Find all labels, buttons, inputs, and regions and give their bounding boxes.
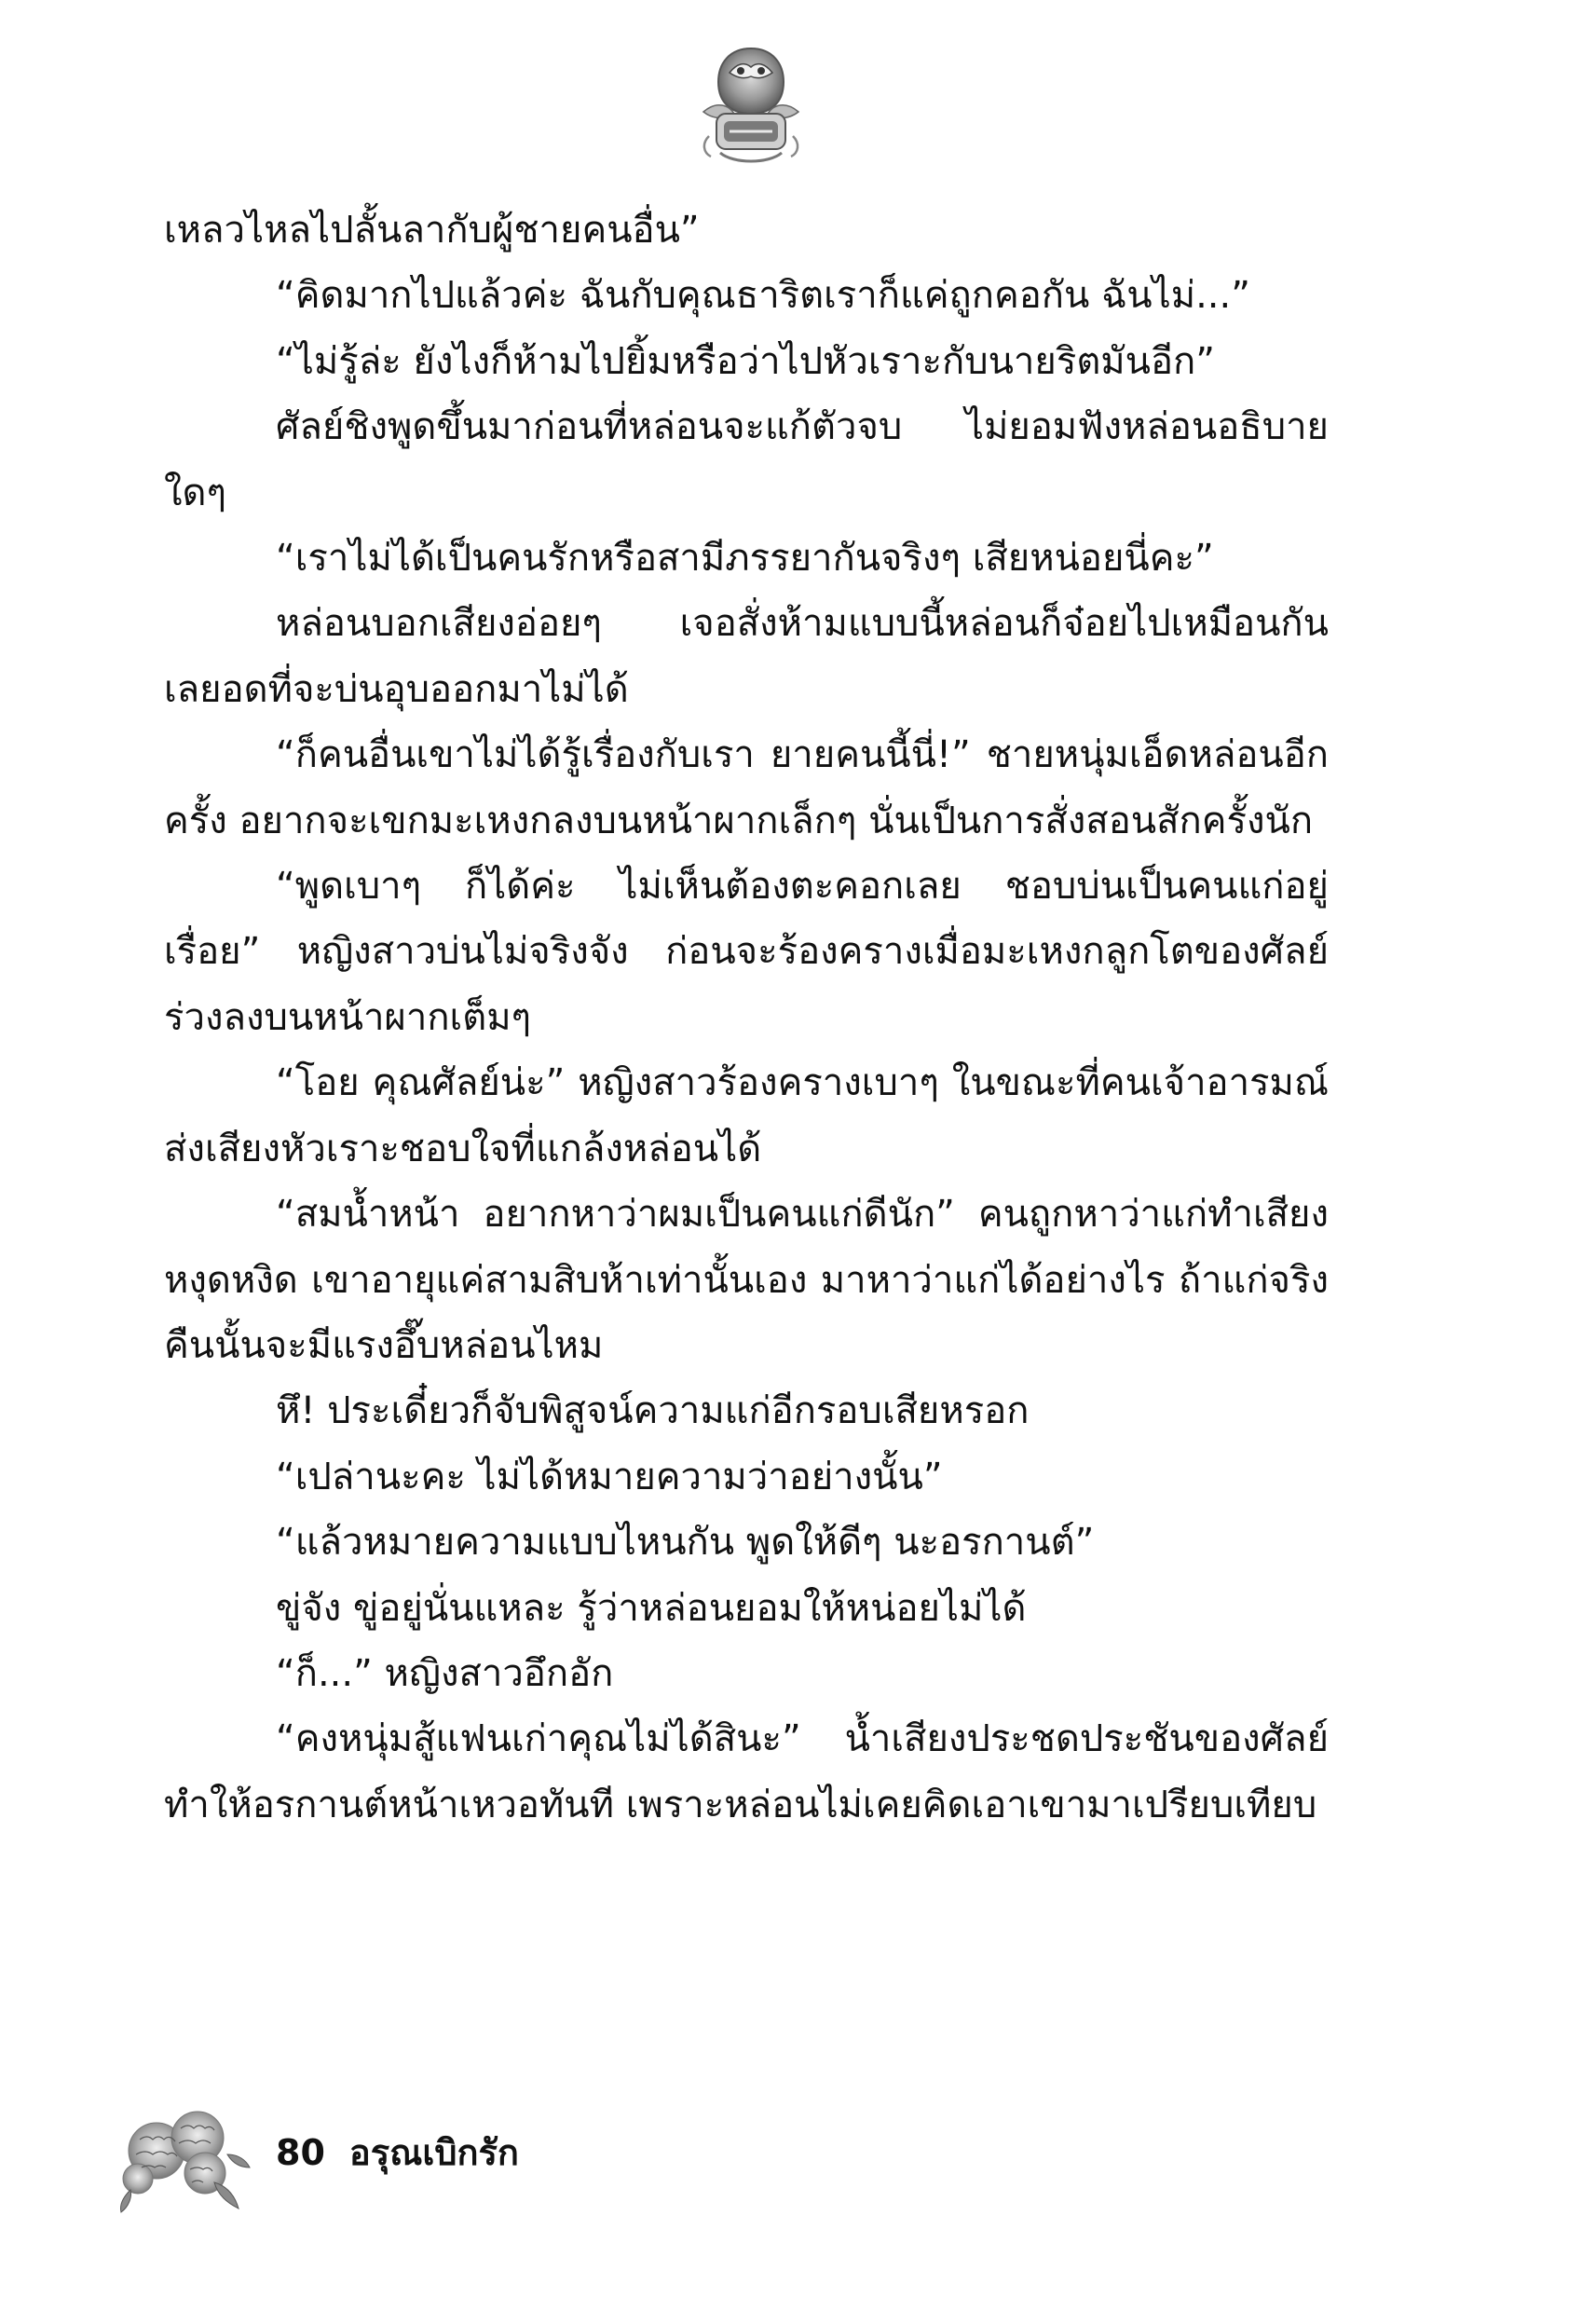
page-number: 80	[276, 2132, 325, 2173]
marigold-flower-icon	[112, 2093, 252, 2214]
book-title: อรุณเบิกรัก	[348, 2132, 519, 2173]
body-text	[164, 198, 1329, 1838]
paragraph: “สมน้ำหน้า อยากหาว่าผมเป็นคนแก่ดีนัก” คนถูกหาว่าแก่ทำเสียงหงุดหงิด เขาอายุแค่สามสิบห้าเท่านั้นเอง มาหาว่าแก่ได้อย่างไร ถ้าแก่จริงคืนนั้นจะมีแรงอึ๊บหล่อนไหม	[164, 1193, 1329, 1367]
paragraph: “คงหนุ่มสู้แฟนเก่าคุณไม่ได้สินะ” น้ำเสียงประชดประชันของศัลย์ทำให้อรกานต์หน้าเหวอทันที เพราะหล่อนไม่เคยคิดเอาเขามาเปรียบเทียบ	[164, 1717, 1329, 1826]
paragraph: หล่อนบอกเสียงอ่อยๆ เจอสั่งห้ามแบบนี้หล่อนก็จ๋อยไปเหมือนกัน เลยอดที่จะบ่นอุบออกมาไม่ได้	[164, 602, 1329, 711]
paragraph: “แล้วหมายความแบบไหนกัน พูดให้ดีๆ นะอรกานต์”	[276, 1521, 1095, 1565]
footer-text	[276, 2130, 519, 2175]
paragraph: “ก็...” หญิงสาวอึกอัก	[276, 1651, 614, 1695]
paragraph: “โอย คุณศัลย์น่ะ” หญิงสาวร้องครางเบาๆ ในขณะที่คนเจ้าอารมณ์ส่งเสียงหัวเราะชอบใจที่แกล้งหล่อนได้	[164, 1061, 1329, 1170]
paragraph: หึ! ประเดี๋ยวก็จับพิสูจน์ความแก่อีกรอบเสียหรอก	[276, 1389, 1030, 1433]
paragraph: เหลวไหลไปลั้นลากับผู้ชายคนอื่น”	[164, 209, 700, 252]
page-footer	[112, 2093, 764, 2214]
paragraph: “คิดมากไปแล้วค่ะ ฉันกับคุณธาริตเราก็แค่ถูกคอกัน ฉันไม่...”	[276, 274, 1250, 318]
paragraph: ขู่จัง ขู่อยู่นั่นแหละ รู้ว่าหล่อนยอมให้หน่อยไม่ได้	[276, 1586, 1027, 1630]
decorative-crest-icon	[692, 39, 810, 179]
paragraph: “เปล่านะคะ ไม่ได้หมายความว่าอย่างนั้น”	[276, 1455, 943, 1498]
paragraph: “ก็คนอื่นเขาไม่ได้รู้เรื่องกับเรา ยายคนนี้นี่!” ชายหนุ่มเอ็ดหล่อนอีกครั้ง อยากจะเขกมะเหงกลงบนหน้าผากเล็กๆ นั่นเป็นการสั่งสอนสักครั้งนัก	[164, 733, 1329, 842]
paragraph: ศัลย์ชิงพูดขึ้นมาก่อนที่หล่อนจะแก้ตัวจบ ไม่ยอมฟังหล่อนอธิบายใดๆ	[164, 405, 1329, 514]
paragraph: “ไม่รู้ล่ะ ยังไงก็ห้ามไปยิ้มหรือว่าไปหัวเราะกับนายริตมันอีก”	[276, 339, 1215, 383]
paragraph: “พูดเบาๆ ก็ได้ค่ะ ไม่เห็นต้องตะคอกเลย ชอบบ่นเป็นคนแก่อยู่เรื่อย” หญิงสาวบ่นไม่จริงจัง ก่อนจะร้องครางเมื่อมะเหงกลูกโตของศัลย์ร่วงลงบนหน้าผากเต็มๆ	[164, 865, 1329, 1039]
paragraph: “เราไม่ได้เป็นคนรักหรือสามีภรรยากันจริงๆ เสียหน่อยนี่คะ”	[276, 537, 1214, 581]
